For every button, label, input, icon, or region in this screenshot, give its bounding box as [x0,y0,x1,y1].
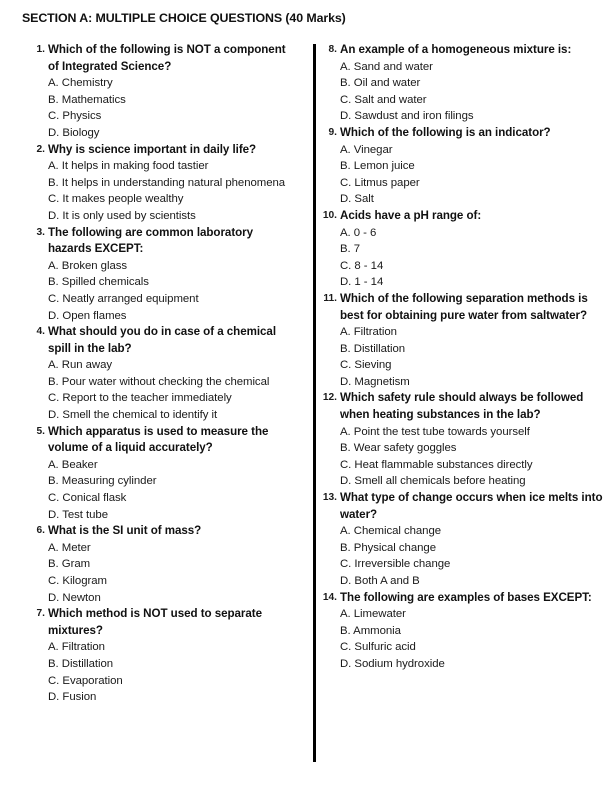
option-item[interactable]: A. Meter [48,541,91,554]
question-item [28,424,292,524]
option-item[interactable]: D. Fusion [48,691,97,704]
question-number: 7. [36,608,45,620]
option-item[interactable]: B. Measuring cylinder [48,475,157,488]
question-text: Which of the following is an indicator? [340,125,551,139]
option-item[interactable]: B. Mathematics [48,93,126,106]
question-text: Which of the following separation methods is best for obtaining pure water from saltwater? [340,291,588,322]
option-item[interactable]: A. Point the test tube towards yourself [340,425,530,438]
option-list [48,158,292,224]
option-list [340,424,604,490]
option-item[interactable]: D. Open flames [48,309,127,322]
option-item[interactable]: B. Pour water without checking the chemical [48,375,270,388]
option-item[interactable]: A. Vinegar [340,143,393,156]
question-item [320,590,604,673]
question-list-right [320,42,604,673]
option-item[interactable]: B. Wear safety goggles [340,442,457,455]
question-item [28,606,292,706]
question-number: 14. [322,591,337,603]
question-text: Why is science important in daily life? [48,142,257,156]
option-item[interactable]: D. Newton [48,591,101,604]
option-item[interactable]: C. Neatly arranged equipment [48,292,199,305]
option-list [48,357,292,423]
question-item [28,42,292,142]
question-item [28,142,292,225]
option-item[interactable]: A. Beaker [48,458,98,471]
option-item[interactable]: D. Sodium hydroxide [340,657,445,670]
option-list [48,75,292,141]
question-text: The following are examples of bases EXCEPT: [340,590,592,604]
option-item[interactable]: A. 0 - 6 [340,226,377,239]
question-number: 13. [322,492,337,504]
option-item[interactable]: C. Evaporation [48,674,123,687]
question-text: Acids have a pH range of: [340,208,482,222]
question-number: 8. [328,44,337,55]
question-number: 10. [322,209,337,221]
option-item[interactable]: D. Biology [48,126,100,139]
question-number: 5. [36,425,45,437]
option-item[interactable]: C. Kilogram [48,575,107,587]
question-text: Which of the following is NOT a component of Integrated Science? [48,43,286,73]
option-list [340,142,604,208]
question-number: 4. [36,326,45,338]
option-list [48,639,292,705]
option-item[interactable]: B. Oil and water [340,77,421,90]
question-number: 1. [36,44,45,55]
question-text: An example of a homogeneous mixture is: [340,43,572,56]
option-item[interactable]: C. Litmus paper [340,176,420,189]
question-text: Which method is NOT used to separate mixtures? [48,607,263,637]
question-item [320,390,604,490]
option-list [48,540,292,606]
question-item [28,225,292,325]
question-item [28,523,292,606]
option-item[interactable]: C. Sieving [340,359,392,372]
option-item[interactable]: D. 1 - 14 [340,276,384,289]
option-item[interactable]: D. Sawdust and iron filings [340,110,474,123]
question-text: What should you do in case of a chemical spill in the lab? [48,325,276,355]
question-number: 9. [328,126,337,138]
option-item[interactable]: D. Salt [340,193,374,206]
option-list [340,225,604,291]
question-item [320,42,604,125]
left-column [0,42,300,706]
option-item[interactable]: C. It makes people wealthy [48,193,184,206]
question-list-left [28,42,292,706]
option-item[interactable]: D. Test tube [48,508,108,521]
option-list [340,59,604,125]
option-item[interactable]: D. Smell all chemicals before heating [340,475,526,488]
question-text: The following are common laboratory hazards EXCEPT: [48,225,254,256]
question-item [320,208,604,291]
option-item[interactable]: C. 8 - 14 [340,259,384,272]
option-item[interactable]: B. Ammonia [340,624,401,637]
option-list [48,258,292,324]
option-item[interactable]: B. Distillation [48,657,114,670]
option-list [48,457,292,523]
option-item[interactable]: D. Smell the chemical to identify it [48,409,218,422]
option-item[interactable]: A. Chemistry [48,77,113,90]
option-item[interactable]: A. Run away [48,359,113,372]
option-item[interactable]: A. Filtration [340,326,397,339]
question-text: What type of change occurs when ice melts into water? [340,491,603,521]
option-item[interactable]: D. Both A and B [340,575,420,587]
question-item [28,324,292,424]
question-number: 2. [36,143,45,155]
option-item[interactable]: C. Salt and water [340,93,427,106]
question-number: 11. [323,292,337,304]
option-item[interactable]: D. Magnetism [340,375,410,388]
option-list [340,523,604,589]
option-item[interactable]: C. Physics [48,110,102,123]
option-item[interactable]: C. Conical flask [48,492,127,505]
option-item[interactable]: B. Lemon juice [340,160,415,173]
question-text: Which safety rule should always be followed when heating substances in the lab? [340,391,584,422]
option-item[interactable]: C. Report to the teacher immediately [48,392,232,405]
option-item[interactable]: A. Filtration [48,641,105,654]
option-item[interactable]: C. Sulfuric acid [340,641,416,654]
option-item[interactable]: C. Heat flammable substances directly [340,458,533,471]
page-title: SECTION A: MULTIPLE CHOICE QUESTIONS (40 Marks) [22,11,346,25]
option-item[interactable]: B. Gram [48,558,91,571]
option-item[interactable]: A. Broken glass [48,259,128,272]
question-text: Which apparatus is used to measure the volume of a liquid accurately? [48,424,269,455]
question-item [320,125,604,208]
question-item [320,291,604,391]
option-item[interactable]: A. Limewater [340,608,406,621]
option-item[interactable]: B. Spilled chemicals [48,276,149,289]
question-number: 3. [36,226,45,238]
option-item[interactable]: B. Distillation [340,342,406,355]
option-list [340,606,604,672]
option-item[interactable]: A. It helps in making food tastier [48,160,209,173]
option-list [340,324,604,390]
option-item[interactable]: B. 7 [340,243,361,256]
option-item[interactable]: B. It helps in understanding natural phenomena [48,176,286,189]
option-item[interactable]: A. Chemical change [340,525,442,538]
question-columns [0,42,612,706]
question-item [320,490,604,590]
option-item[interactable]: C. Irreversible change [340,558,451,571]
question-number: 6. [36,525,45,537]
question-number: 12. [322,392,337,404]
option-item[interactable]: B. Physical change [340,541,436,554]
right-column [300,42,612,673]
question-text: What is the SI unit of mass? [48,524,202,538]
option-item[interactable]: D. It is only used by scientists [48,209,196,222]
option-item[interactable]: A. Sand and water [340,60,433,73]
